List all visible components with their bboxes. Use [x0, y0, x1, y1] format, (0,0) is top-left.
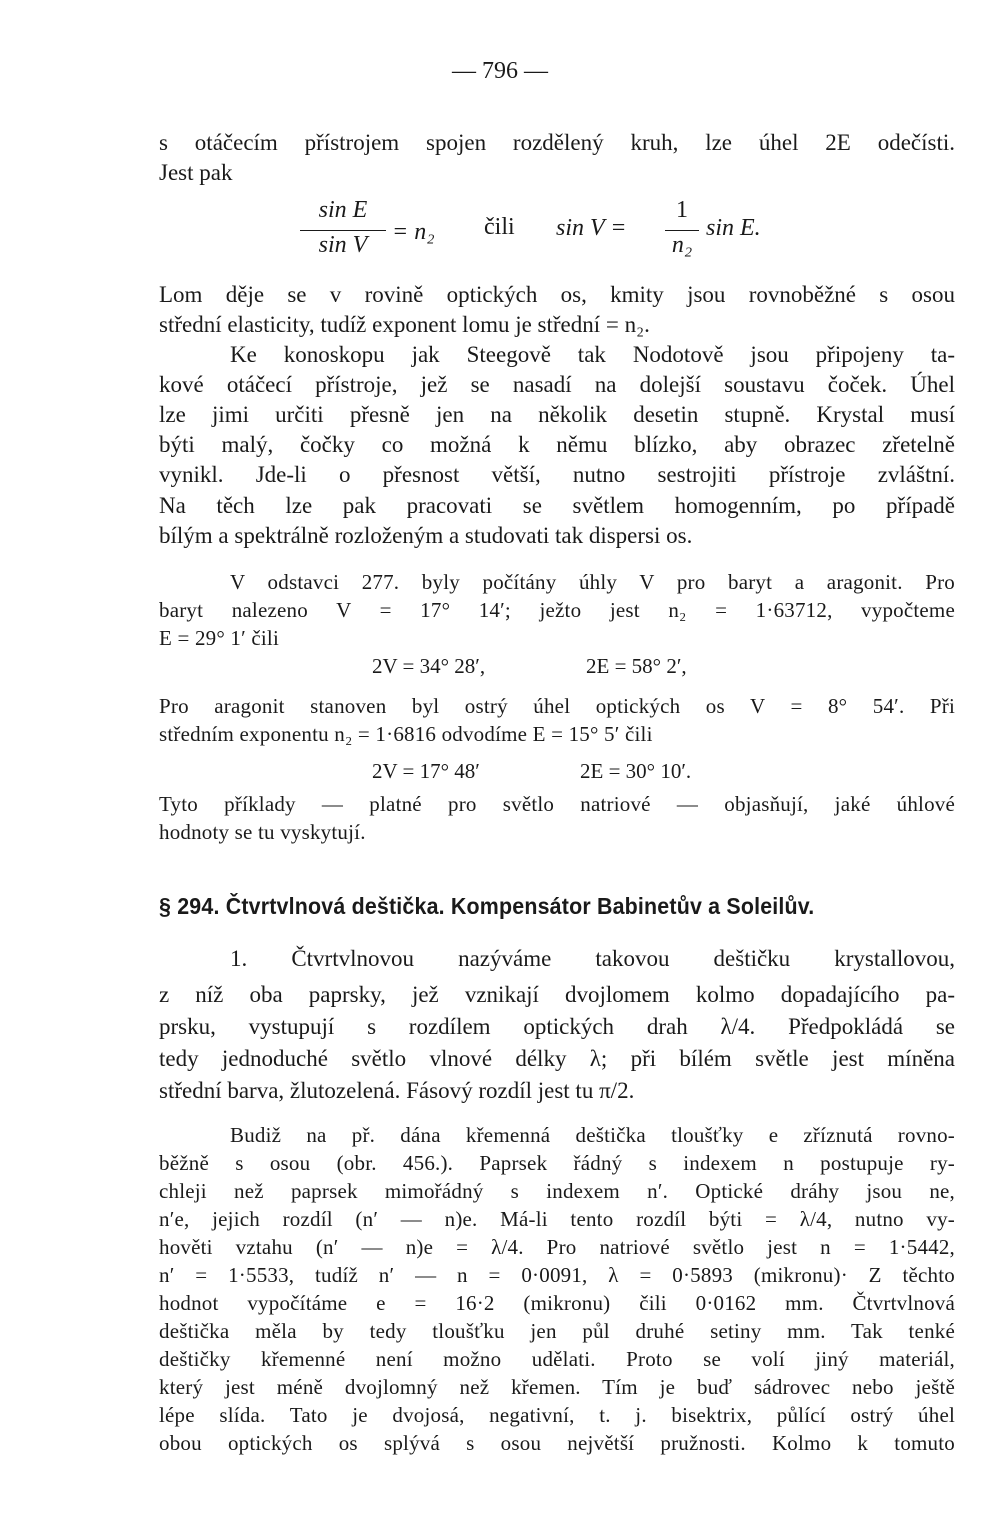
text-line: střední elasticity, tudíž exponent lomu je střední = n₂. [159, 312, 650, 337]
text-line: střední barva, žlutozelená. Fásový rozdíl jest tu π/2. [159, 1078, 635, 1103]
equation-right: 2E = 30° 10′. [580, 759, 692, 783]
text-line: n′ = 1·5533, tudíž n′ — n = 0·0091, λ = 0·5893 (mikronu)· Z těchto [159, 1263, 955, 1287]
text-line: hodnoty se tu vyskytují. [159, 820, 366, 844]
text-line: z níž oba paprsky, jež vznikají dvojlomem kolmo dopadajícího pa- [159, 982, 955, 1007]
text-line: kové otáčecí přístroje, jež se nasadí na dolejší soustavu čoček. Úhel [159, 372, 955, 397]
text-line: E = 29° 1′ čili [159, 626, 279, 650]
fraction-1-over-n2 [665, 197, 699, 259]
text-line: vynikl. Jde-li o přesnost větší, nutno sestrojiti přístroje zvláštní. [159, 462, 955, 487]
text-line: Na těch lze pak pracovati se světlem homogenním, po případě [159, 493, 955, 518]
text-line: deštička měla by tedy tloušťku jen půl druhé setiny mm. Tak tenké [159, 1319, 955, 1343]
text-line: Budiž na př. dána křemenná deštička tloušťky e zříznutá rovno- [230, 1123, 955, 1147]
fraction-numerator: sin E [318, 197, 368, 223]
text-line: býti malý, čočky co možná k němu blízko, aby obrazec zřetelně [159, 432, 955, 457]
text-line: baryt nalezeno V = 17° 14′; ježto jest n₂ = 1·63712, vypočteme [159, 598, 955, 622]
text-line: tedy jednoduché světlo vlnové délky λ; při bílém světle jest míněna [159, 1046, 955, 1071]
text-line: hověti vztahu (n′ — n)e = λ/4. Pro natriové světlo jest n = 1·5442, [159, 1235, 955, 1259]
section-heading: § 294. Čtvrtvlnová deštička. Kompensátor Babinetův a Soleilův. [159, 893, 815, 919]
text-line: obou optických os splývá s osou největší pružnosti. Kolmo k tomuto [159, 1431, 955, 1455]
fraction-denominator: sin V [318, 232, 368, 258]
fraction-numerator: 1 [676, 197, 688, 223]
fraction-bar [665, 230, 699, 231]
text-line: deštičky křemenné není možno udělati. Proto se volí jiný materiál, [159, 1347, 955, 1371]
fraction-bar [300, 230, 386, 231]
text-line: Tyto příklady — platné pro světlo natriové — objasňují, jaké úhlové [159, 792, 955, 816]
text-line: 1. Čtvrtvlnovou nazýváme takovou deštičku krystallovou, [230, 946, 955, 971]
text-line: n′e, jejich rozdíl (n′ — n)e. Má-li tento rozdíl býti = λ/4, nutno vy- [159, 1207, 955, 1231]
text-line: který jest méně dvojlomný než křemen. Tím je buď sádrovec nebo ještě [159, 1375, 955, 1399]
text-line: lépe slída. Tato je dvojosá, negativní, t. j. bisektrix, půlící ostrý úhel [159, 1403, 955, 1427]
text-line: běžně s osou (obr. 456.). Paprsek řádný s indexem n postupuje ry- [159, 1151, 955, 1175]
formula-word: čili [484, 214, 515, 240]
equation-left: 2V = 34° 28′, [372, 654, 486, 678]
text-line: hodnot vypočítáme e = 16·2 (mikronu) čili 0·0162 mm. Čtvrtvlnová [159, 1291, 955, 1315]
fraction-sinE-over-sinV [300, 197, 386, 259]
page-number: — 796 — [452, 58, 548, 84]
text-line: prsku, vystupují s rozdílem optických drah λ/4. Předpokládá se [159, 1014, 955, 1039]
text-line: Pro aragonit stanoven byl ostrý úhel optických os V = 8° 54′. Při [159, 694, 955, 718]
text-line: lze jimi určiti přesně jen na několik desetin stupně. Krystal musí [159, 402, 955, 427]
equation-right: 2E = 58° 2′, [586, 654, 687, 678]
text-line: Ke konoskopu jak Steegově tak Nodotově jsou připojeny ta- [230, 342, 955, 367]
intro-line: s otáčecím přístrojem spojen rozdělený kruh, lze úhel 2E odečísti. [159, 130, 955, 155]
fraction-denominator: n₂ [671, 232, 693, 258]
text-line: bílým a spektrálně rozloženým a studovati tak dispersi os. [159, 523, 693, 548]
equation-left: 2V = 17° 48′ [372, 759, 480, 783]
text-line: V odstavci 277. byly počítány úhly V pro baryt a aragonit. Pro [230, 570, 955, 594]
text-line: chleji než paprsek mimořádný s indexem n′. Optické dráhy jsou ne, [159, 1179, 955, 1203]
formula-rhs: = n₂ [392, 219, 435, 245]
text-line: středním exponentu n₂ = 1·6816 odvodíme E = 15° 5′ čili [159, 722, 653, 746]
formula-tail: sin E. [706, 215, 761, 241]
formula-lhs2: sin V = [556, 215, 627, 241]
text-line: Lom děje se v rovině optických os, kmity jsou rovnoběžné s osou [159, 282, 955, 307]
intro-line: Jest pak [159, 160, 233, 185]
